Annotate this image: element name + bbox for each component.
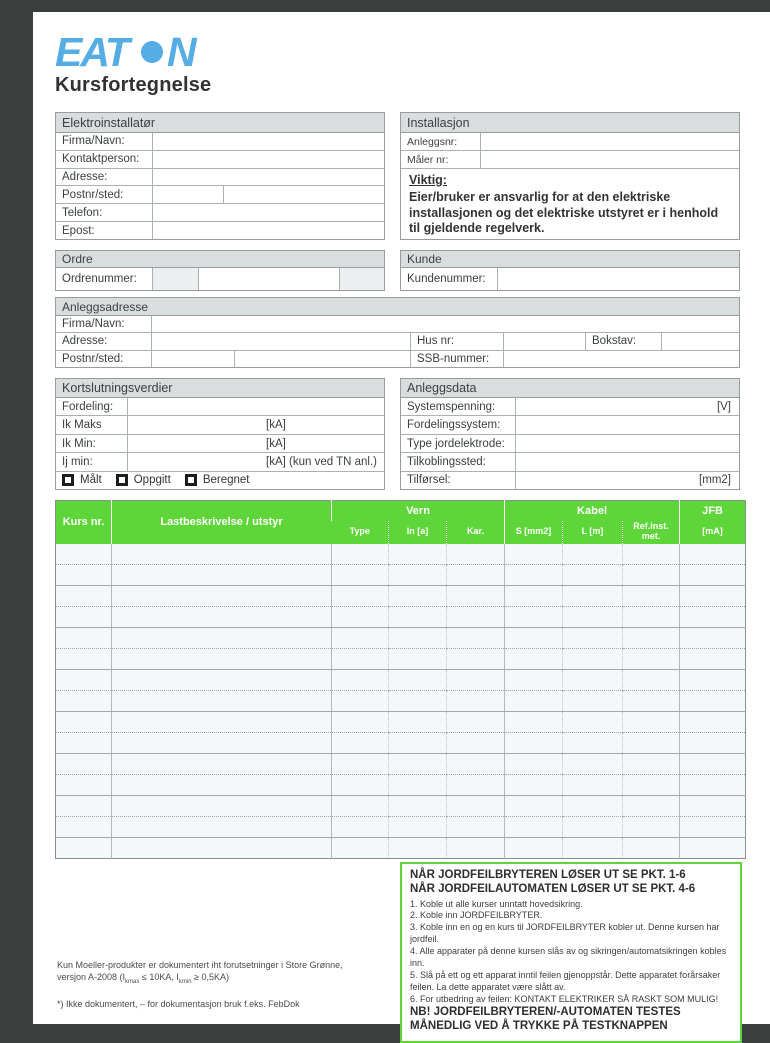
table-cell[interactable] [389, 628, 447, 649]
table-cell[interactable] [623, 607, 680, 628]
logo-o-dot-icon [141, 41, 163, 63]
table-cell[interactable] [389, 565, 447, 586]
section-anleggsadresse [55, 297, 740, 368]
table-cell[interactable] [563, 670, 623, 691]
table-cell[interactable] [563, 754, 623, 775]
maler-nr-label: Måler nr: [401, 151, 481, 168]
jfb-step: 4. Alle apparater på denne kursen slås av og sikringen/automatsikringen kobles inn. [410, 946, 727, 968]
table-cell[interactable] [505, 649, 563, 670]
table-cell[interactable] [563, 817, 623, 838]
table-cell[interactable] [680, 817, 746, 838]
table-cell[interactable] [623, 712, 680, 733]
table-cell[interactable] [623, 586, 680, 607]
table-cell[interactable] [447, 838, 505, 859]
section-title-kunde: Kunde [401, 251, 739, 268]
table-cell[interactable] [505, 775, 563, 796]
section-kortslutningsverdier [55, 378, 385, 490]
table-row [56, 817, 746, 838]
form-page [33, 12, 770, 1033]
table-cell[interactable] [563, 796, 623, 817]
systemspenning-label: Systemspenning: [401, 398, 516, 415]
table-cell[interactable] [447, 691, 505, 712]
column-header-kar: Kar. [447, 521, 505, 544]
table-cell[interactable] [389, 649, 447, 670]
table-cell[interactable] [447, 796, 505, 817]
table-cell[interactable] [623, 544, 680, 565]
table-cell[interactable] [505, 607, 563, 628]
table-cell[interactable] [623, 670, 680, 691]
table-cell[interactable] [623, 691, 680, 712]
section-anleggsdata [400, 378, 740, 490]
table-cell[interactable] [389, 796, 447, 817]
fordelingssystem-label: Fordelingssystem: [401, 416, 516, 433]
ordrenummer-suffix-field[interactable] [340, 268, 384, 290]
column-group-vern: Vern [332, 501, 505, 521]
ik-maks-unit: [kA] [266, 419, 286, 432]
table-cell[interactable] [505, 691, 563, 712]
table-cell[interactable] [332, 817, 389, 838]
hus-nr-field[interactable] [504, 333, 586, 349]
table-cell[interactable] [56, 565, 112, 586]
table-cell[interactable] [332, 775, 389, 796]
adresse-field[interactable] [153, 169, 384, 186]
anlegg-adresse-label: Adresse: [56, 333, 152, 349]
table-cell[interactable] [623, 796, 680, 817]
table-cell[interactable] [389, 775, 447, 796]
table-cell[interactable] [112, 565, 332, 586]
table-cell[interactable] [112, 775, 332, 796]
table-cell[interactable] [447, 586, 505, 607]
column-header-type: Type [332, 521, 389, 544]
table-cell[interactable] [112, 838, 332, 859]
eaton-logo [55, 30, 215, 79]
viktig-text: Eier/bruker er ansvarlig for at den elektriske installasjonen og det elektriske utstyret er i henhold til gjeldende regelverk. [409, 190, 719, 236]
table-cell[interactable] [332, 754, 389, 775]
jfb-title-2: NÅR JORDFEILAUTOMATEN LØSER UT SE PKT. 4-6 [410, 882, 696, 895]
ij-min-label: Ij min: [56, 453, 128, 470]
table-cell[interactable] [389, 838, 447, 859]
table-cell[interactable] [332, 628, 389, 649]
table-cell[interactable] [563, 775, 623, 796]
table-cell[interactable] [680, 733, 746, 754]
table-cell[interactable] [563, 565, 623, 586]
table-cell[interactable] [680, 607, 746, 628]
ik-min-field[interactable] [128, 435, 384, 452]
malt-checkbox-label: Målt [80, 474, 102, 487]
table-cell[interactable] [623, 838, 680, 859]
column-header-kurs-nr: Kurs nr. [56, 501, 112, 544]
table-cell[interactable] [389, 733, 447, 754]
table-cell[interactable] [56, 628, 112, 649]
table-cell[interactable] [623, 817, 680, 838]
table-row [56, 628, 746, 649]
table-cell[interactable] [447, 628, 505, 649]
footer-asterisk-note: *) Ikke dokumentert, – for dokumentasjon bruk f.eks. FebDok [57, 999, 300, 1010]
table-cell[interactable] [563, 544, 623, 565]
section-installasjon [400, 112, 740, 240]
table-cell[interactable] [112, 607, 332, 628]
table-cell[interactable] [563, 691, 623, 712]
table-cell[interactable] [112, 712, 332, 733]
beregnet-checkbox-label: Beregnet [202, 474, 250, 487]
table-cell[interactable] [56, 607, 112, 628]
table-cell[interactable] [505, 544, 563, 565]
table-cell[interactable] [332, 691, 389, 712]
firma-navn-field[interactable] [153, 133, 384, 150]
maler-nr-field[interactable] [481, 151, 739, 168]
anlegg-firma-field[interactable] [152, 316, 739, 332]
oppgitt-checkbox-label: Oppgitt [133, 474, 171, 487]
table-row [56, 607, 746, 628]
table-cell[interactable] [623, 733, 680, 754]
table-cell[interactable] [680, 670, 746, 691]
table-cell[interactable] [112, 670, 332, 691]
section-elektroinstallator [55, 112, 385, 240]
bokstav-field[interactable] [662, 333, 739, 349]
table-cell[interactable] [389, 607, 447, 628]
anlegg-adresse-field[interactable] [152, 333, 411, 349]
table-cell[interactable] [112, 649, 332, 670]
table-cell[interactable] [447, 670, 505, 691]
table-cell[interactable] [505, 733, 563, 754]
logo-text-n: N [167, 30, 195, 74]
tilforsel-label: Tilførsel: [401, 472, 516, 489]
type-jordelektrode-field[interactable] [516, 435, 739, 452]
table-cell[interactable] [389, 586, 447, 607]
malt-checkbox[interactable] [62, 474, 74, 486]
anlegg-postnr-label: Postnr/sted: [56, 351, 152, 367]
anleggsnr-label: Anleggsnr: [401, 133, 481, 150]
tilforsel-unit: [mm2] [699, 474, 731, 487]
table-cell[interactable] [56, 544, 112, 565]
systemspenning-unit: [V] [716, 400, 731, 413]
table-row [56, 733, 746, 754]
table-cell[interactable] [447, 817, 505, 838]
telefon-field[interactable] [153, 204, 384, 221]
table-row [56, 691, 746, 712]
column-header-in: In [a] [389, 521, 447, 544]
table-cell[interactable] [56, 838, 112, 859]
jfb-step: 5. Slå på ett og ett apparat inntil feilen gjenoppstår. Dette apparatet forårsaker feilen. La dette apparatet være slått av. [410, 969, 721, 992]
table-cell[interactable] [56, 817, 112, 838]
table-cell[interactable] [389, 670, 447, 691]
logo-text-eat: EAT [55, 30, 128, 74]
fordelingssystem-field[interactable] [516, 416, 739, 433]
table-cell[interactable] [332, 544, 389, 565]
tilkoblingssted-label: Tilkoblingssted: [401, 453, 516, 470]
table-cell[interactable] [112, 754, 332, 775]
table-cell[interactable] [505, 754, 563, 775]
table-row [56, 649, 746, 670]
table-row [56, 775, 746, 796]
kontaktperson-field[interactable] [153, 151, 384, 168]
column-group-kabel: Kabel [505, 501, 680, 521]
table-cell[interactable] [447, 775, 505, 796]
table-cell[interactable] [680, 754, 746, 775]
table-cell[interactable] [112, 733, 332, 754]
table-cell[interactable] [563, 649, 623, 670]
hus-nr-label: Hus nr: [411, 333, 504, 349]
table-cell[interactable] [332, 565, 389, 586]
table-cell[interactable] [623, 775, 680, 796]
table-cell[interactable] [680, 565, 746, 586]
table-cell[interactable] [389, 691, 447, 712]
table-row [56, 712, 746, 733]
table-cell[interactable] [389, 817, 447, 838]
ij-min-unit: [kA] (kun ved TN anl.) [266, 455, 377, 468]
table-cell[interactable] [505, 586, 563, 607]
ssb-nummer-label: SSB-nummer: [411, 351, 504, 367]
table-cell[interactable] [56, 649, 112, 670]
table-cell[interactable] [56, 796, 112, 817]
anlegg-postnr-field[interactable] [152, 351, 235, 367]
table-cell[interactable] [563, 628, 623, 649]
ik-maks-field[interactable] [128, 416, 384, 433]
table-cell[interactable] [389, 544, 447, 565]
table-cell[interactable] [680, 712, 746, 733]
table-cell[interactable] [56, 670, 112, 691]
column-header-ma: [mA] [680, 521, 746, 544]
table-cell[interactable] [112, 628, 332, 649]
circuit-table [55, 500, 745, 859]
table-cell[interactable] [505, 628, 563, 649]
table-cell[interactable] [680, 544, 746, 565]
table-cell[interactable] [447, 754, 505, 775]
section-title-installasjon: Installasjon [401, 113, 739, 133]
table-cell[interactable] [563, 838, 623, 859]
table-cell[interactable] [447, 649, 505, 670]
oppgitt-checkbox[interactable] [116, 474, 128, 486]
postnr-sted-label: Postnr/sted: [56, 186, 153, 203]
checkbox-item-oppgitt[interactable] [116, 474, 171, 486]
table-cell[interactable] [623, 565, 680, 586]
table-row [56, 796, 746, 817]
kontaktperson-label: Kontaktperson: [56, 151, 153, 168]
table-cell[interactable] [332, 586, 389, 607]
table-cell[interactable] [332, 796, 389, 817]
table-row [56, 670, 746, 691]
jfb-title-1: NÅR JORDFEILBRYTEREN LØSER UT SE PKT. 1-6 [410, 869, 686, 881]
systemspenning-field[interactable] [516, 398, 739, 415]
fordeling-field[interactable] [128, 398, 384, 415]
section-title-kortslutningsverdier: Kortslutningsverdier [56, 379, 384, 398]
section-title-elektroinstallator: Elektroinstallatør [56, 113, 384, 133]
table-cell[interactable] [56, 733, 112, 754]
checkbox-item-malt[interactable] [62, 474, 102, 486]
table-cell[interactable] [332, 733, 389, 754]
jfb-instructions-box [400, 862, 742, 1043]
ordrenummer-field[interactable] [199, 268, 340, 290]
page-title: Kursfortegnelse [55, 74, 212, 96]
column-header-ref-inst-met: Ref.inst. met. [623, 521, 680, 544]
footer-line1: Kun Moeller-produkter er dokumentert iht forutsetninger i Store Grønne, [57, 960, 343, 970]
table-cell[interactable] [563, 733, 623, 754]
column-header-l-m: L [m] [563, 521, 623, 544]
table-row [56, 754, 746, 775]
table-cell[interactable] [623, 649, 680, 670]
table-cell[interactable] [563, 607, 623, 628]
tilkoblingssted-field[interactable] [516, 453, 739, 470]
table-cell[interactable] [505, 817, 563, 838]
column-header-s-mm2: S [mm2] [505, 521, 563, 544]
fordeling-label: Fordeling: [56, 398, 128, 415]
table-cell[interactable] [112, 544, 332, 565]
table-cell[interactable] [505, 838, 563, 859]
jfb-step: 2. Koble inn JORDFEILBRYTER. [410, 910, 543, 921]
table-cell[interactable] [680, 796, 746, 817]
jfb-step: 1. Koble ut alle kurser unntatt hovedsikring. [410, 898, 583, 909]
postnr-field[interactable] [153, 186, 224, 203]
jfb-step: 3. Koble inn en og en kurs til JORDFEILBRYTER kobler ut. Denne kursen har jordfeil. [410, 922, 720, 945]
adresse-label: Adresse: [56, 169, 153, 186]
table-cell[interactable] [447, 712, 505, 733]
table-cell[interactable] [389, 754, 447, 775]
table-cell[interactable] [332, 607, 389, 628]
ordrenummer-prefix-field[interactable] [153, 268, 199, 290]
table-cell[interactable] [680, 838, 746, 859]
table-cell[interactable] [112, 691, 332, 712]
table-cell[interactable] [505, 670, 563, 691]
table-cell[interactable] [112, 586, 332, 607]
table-cell[interactable] [332, 712, 389, 733]
table-row [56, 544, 746, 565]
table-cell[interactable] [56, 691, 112, 712]
epost-label: Epost: [56, 222, 153, 239]
ssb-nummer-field[interactable] [504, 351, 739, 367]
table-cell[interactable] [447, 544, 505, 565]
table-cell[interactable] [112, 817, 332, 838]
table-cell[interactable] [332, 838, 389, 859]
ordrenummer-label: Ordrenummer: [56, 268, 153, 290]
table-cell[interactable] [56, 775, 112, 796]
table-cell[interactable] [332, 649, 389, 670]
table-cell[interactable] [447, 607, 505, 628]
anlegg-sted-field[interactable] [235, 351, 411, 367]
table-row [56, 586, 746, 607]
table-cell[interactable] [332, 670, 389, 691]
table-cell[interactable] [56, 754, 112, 775]
bokstav-label: Bokstav: [586, 333, 662, 349]
beregnet-checkbox[interactable] [185, 474, 197, 486]
anleggsnr-field[interactable] [481, 133, 739, 150]
jfb-nb-warning: NB! JORDFEILBRYTEREN/-AUTOMATEN TESTES MÅNEDLIG VED Å TRYKKE PÅ TESTKNAPPEN [410, 1006, 681, 1033]
table-cell[interactable] [447, 733, 505, 754]
checkbox-item-beregnet[interactable] [185, 474, 250, 486]
table-cell[interactable] [563, 586, 623, 607]
table-cell[interactable] [505, 796, 563, 817]
ik-maks-label: Ik Maks [56, 416, 128, 433]
ik-min-label: Ik Min: [56, 435, 128, 452]
table-row [56, 565, 746, 586]
column-header-lastbeskrivelse: Lastbeskrivelse / utstyr [112, 501, 332, 544]
table-cell[interactable] [623, 628, 680, 649]
table-cell[interactable] [680, 586, 746, 607]
table-cell[interactable] [680, 775, 746, 796]
section-ordre [55, 250, 385, 291]
section-title-anleggsadresse: Anleggsadresse [56, 298, 739, 316]
table-cell[interactable] [680, 628, 746, 649]
table-cell[interactable] [112, 796, 332, 817]
table-cell[interactable] [505, 712, 563, 733]
circuit-table-body [56, 544, 746, 859]
sted-field[interactable] [224, 186, 384, 203]
footer-line2: versjon A-2008 ($I_{kmax} \le 10KA$, $I_{kmin} \ge 0,5KA$) [57, 971, 229, 985]
table-cell[interactable] [623, 754, 680, 775]
table-cell[interactable] [56, 712, 112, 733]
viktig-title: Viktig: [409, 173, 447, 187]
table-cell[interactable] [389, 712, 447, 733]
anlegg-firma-label: Firma/Navn: [56, 316, 152, 332]
table-cell[interactable] [680, 649, 746, 670]
kundenummer-label: Kundenummer: [401, 268, 498, 290]
type-jordelektrode-label: Type jordelektrode: [401, 435, 516, 452]
telefon-label: Telefon: [56, 204, 153, 221]
section-title-ordre: Ordre [56, 251, 384, 268]
column-group-jfb: JFB [680, 501, 746, 521]
table-cell[interactable] [563, 712, 623, 733]
ik-min-unit: [kA] [266, 437, 286, 450]
firma-navn-label: Firma/Navn: [56, 133, 153, 150]
section-title-anleggsdata: Anleggsdata [401, 379, 739, 398]
eaton-logo-icon [55, 30, 215, 74]
section-kunde [400, 250, 740, 291]
table-row [56, 838, 746, 859]
epost-field[interactable] [153, 222, 384, 239]
table-cell[interactable] [56, 586, 112, 607]
table-cell[interactable] [680, 691, 746, 712]
kundenummer-field[interactable] [498, 268, 739, 290]
footer-note-block [57, 960, 392, 1011]
jfb-step: 6. For utbedring av feilen: KONTAKT ELEKTRIKER SÅ RASKT SOM MULIG! [410, 993, 719, 1004]
table-cell[interactable] [447, 565, 505, 586]
table-cell[interactable] [505, 565, 563, 586]
